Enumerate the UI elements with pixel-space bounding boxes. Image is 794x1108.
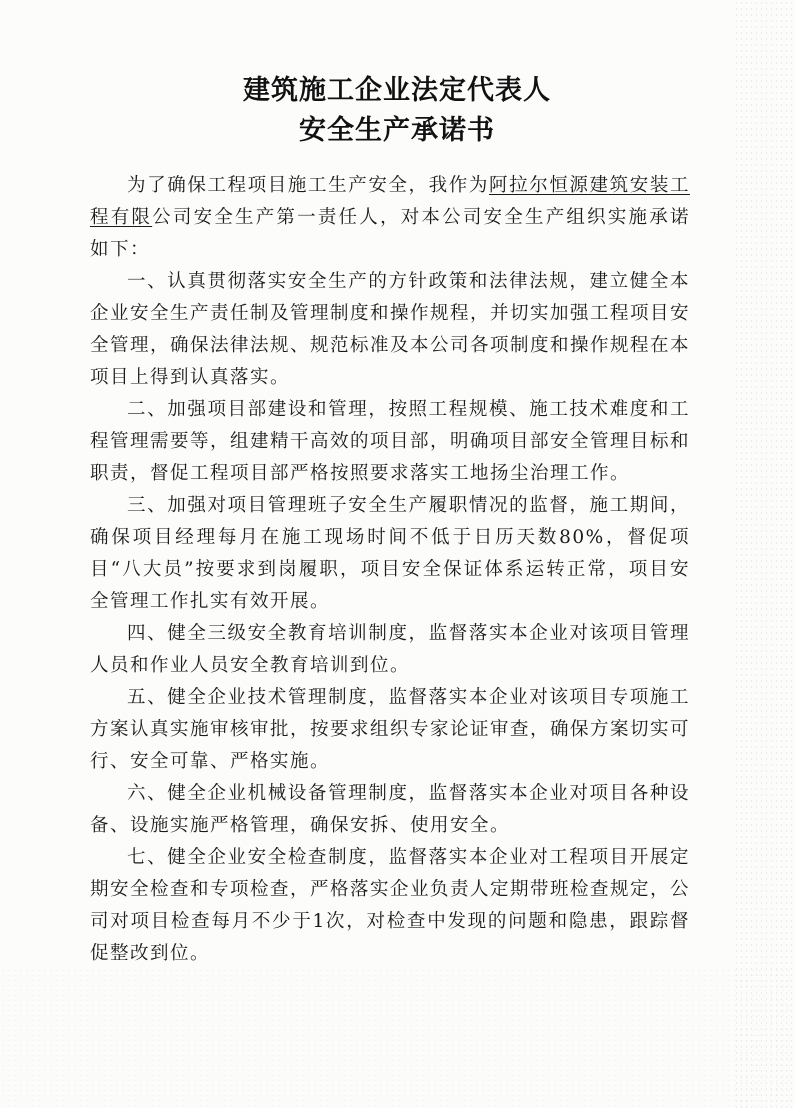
commitment-item-7: 七、健全企业安全检查制度，监督落实本企业对工程项目开展定期安全检查和专项检查，严格落实企业负责人定期带班检查规定，公司对项目检查每月不少于1次，对检查中发现的问题和隐患，跟踪督促整改到位。 — [90, 847, 691, 964]
commitment-item-6: 六、健全企业机械设备管理制度，监督落实本企业对项目各种设备、设施实施严格管理，确保安拆、使用安全。 — [90, 783, 690, 836]
commitment-item-3: 三、加强对项目管理班子安全生产履职情况的监督，施工期间，确保项目经理每月在施工现场时间不低于日历天数80%，督促项目“八大员”按要求到岗履职，项目安全保证体系运转正常，项目安全管理工作扎实有效开展。 — [90, 495, 690, 612]
intro-text-after: 公司安全生产第一责任人，对本公司安全生产组织实施承诺如下： — [90, 207, 690, 260]
scan-noise-right — [734, 0, 794, 1108]
document-title-line-2: 安全生产承诺书 — [299, 115, 495, 146]
commitment-item-2: 二、加强项目部建设和管理，按照工程规模、施工技术难度和工程管理需要等，组建精干高效的项目部，明确项目部安全管理目标和职责，督促工程项目部严格按照要求落实工地扬尘治理工作。 — [90, 399, 691, 484]
document-body — [90, 170, 690, 970]
commitment-item-1: 一、认真贯彻落实安全生产的方针政策和法律法规，建立健全本企业安全生产责任制及管理制度和操作规程，并切实加强工程项目安全管理，确保法律法规、规范标准及本公司各项制度和操作规程在本项目上得到认真落实。 — [90, 271, 691, 388]
intro-paragraph — [90, 170, 690, 266]
intro-text-before: 为了确保工程项目施工生产安全，我作为 — [127, 175, 489, 196]
commitment-item-5: 五、健全企业技术管理制度，监督落实本企业对该项目专项施工方案认真实施审核审批，按要求组织专家论证审查，确保方案切实可行、安全可靠、严格实施。 — [90, 687, 691, 772]
scan-noise-bottom — [0, 968, 794, 1108]
document-title-line-1: 建筑施工企业法定代表人 — [243, 75, 551, 106]
company-name: 阿拉尔恒源建筑安装工程有限 — [90, 175, 690, 228]
commitment-item-4: 四、健全三级安全教育培训制度，监督落实本企业对该项目管理人员和作业人员安全教育培训到位。 — [90, 623, 690, 676]
